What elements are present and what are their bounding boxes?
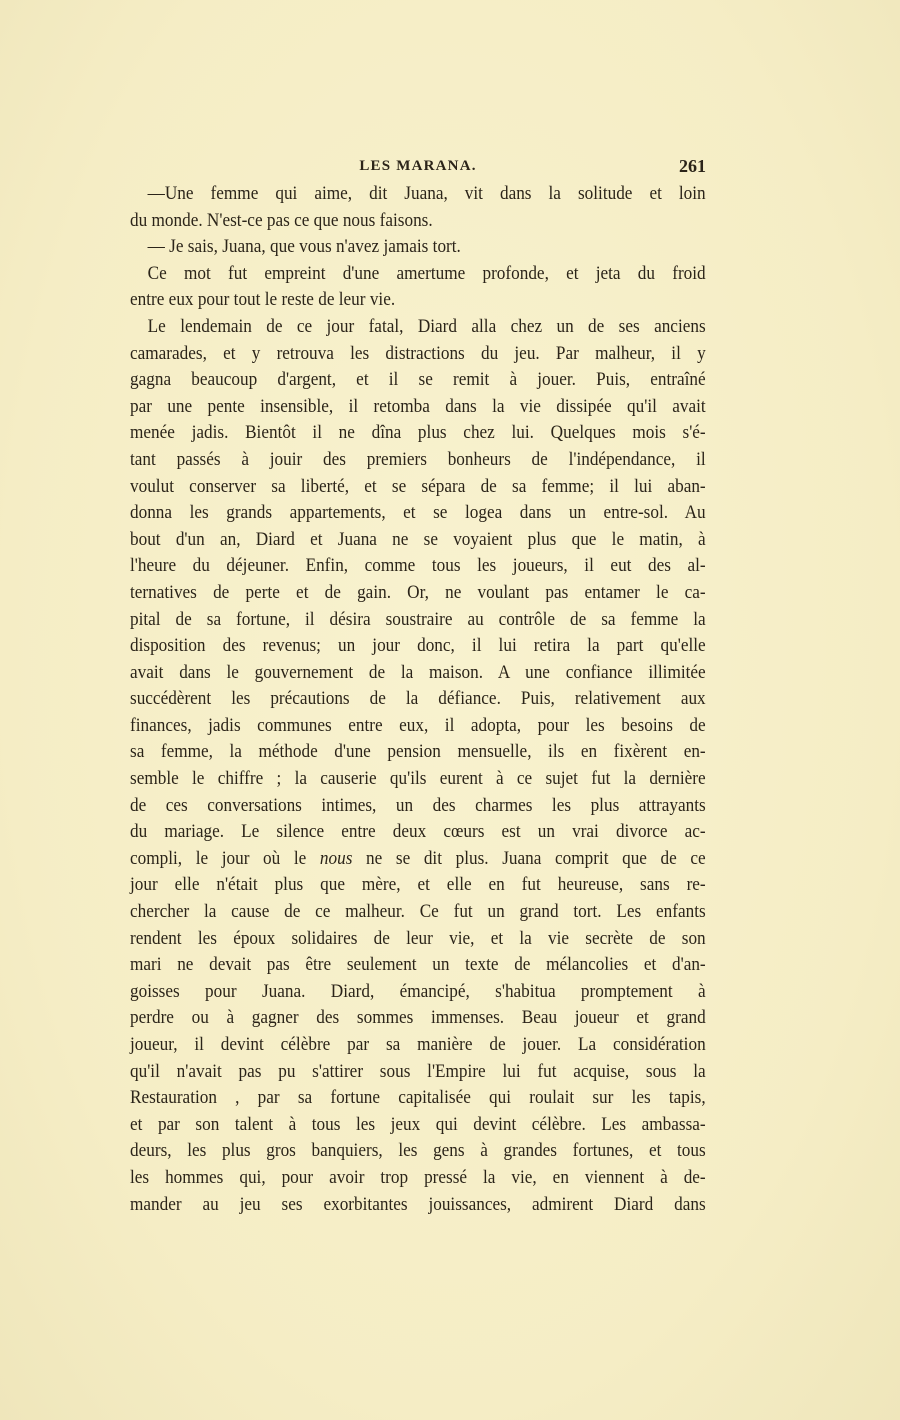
text-line <box>130 341 706 368</box>
text-line-content: voulut conserver sa liberté, et se sépara de sa femme; il lui aban- <box>130 476 706 497</box>
text-line <box>130 1192 706 1219</box>
text-line <box>130 580 706 607</box>
text-line-content: Le lendemain de ce jour fatal, Diard alla chez un de ses anciens <box>147 316 706 337</box>
text-line <box>130 314 706 341</box>
text-line <box>130 1005 706 1032</box>
text-line <box>130 1032 706 1059</box>
text-line <box>130 766 706 793</box>
text-line <box>130 979 706 1006</box>
text-line-content: jour elle n'était plus que mère, et elle en fut heureuse, sans re- <box>130 875 706 896</box>
text-line-content: bout d'un an, Diard et Juana ne se voyaient plus que le matin, à <box>130 529 706 550</box>
text-line-content: joueur, il devint célèbre par sa manière de jouer. La considération <box>130 1035 706 1055</box>
text-line <box>130 793 706 820</box>
text-line-content: —Une femme qui aime, dit Juana, vit dans la solitude et loin <box>147 184 706 204</box>
text-line-content: sa femme, la méthode d'une pension mensuelle, ils en fixèrent en- <box>130 742 706 763</box>
text-line <box>130 872 706 899</box>
text-line <box>130 474 706 501</box>
text-line-content: semble le chiffre ; la causerie qu'ils eurent à ce sujet fut la dernière <box>130 769 706 790</box>
text-line <box>130 660 706 687</box>
text-line-content: avait dans le gouvernement de la maison. A une confiance illimitée <box>130 662 706 683</box>
text-line <box>130 420 706 447</box>
body-text <box>130 181 706 1218</box>
text-line-content: menée jadis. Bientôt il ne dîna plus chez lui. Quelques mois s'é- <box>130 423 706 444</box>
chapter-title: LES MARANA. <box>359 158 477 174</box>
text-line-content: perdre ou à gagner des sommes immenses. Beau joueur et grand <box>130 1008 706 1029</box>
text-line <box>130 1085 706 1112</box>
text-line <box>130 952 706 979</box>
text-line <box>130 1112 706 1139</box>
text-line-content: entre eux pour tout le reste de leur vie. <box>130 290 396 311</box>
text-line <box>130 819 706 846</box>
text-line <box>130 1059 706 1086</box>
text-line-content: chercher la cause de ce malheur. Ce fut un grand tort. Les enfants <box>130 902 706 923</box>
text-line-content: donna les grands appartements, et se logea dans un entre-sol. Au <box>130 503 706 524</box>
text-line-content: et par son talent à tous les jeux qui devint célèbre. Les ambassa- <box>130 1114 706 1135</box>
text-line-content: de ces conversations intimes, un des charmes les plus attrayants <box>130 795 706 816</box>
text-line-content: mari ne devait pas être seulement un texte de mélancolies et d'an- <box>130 955 706 976</box>
text-line <box>130 234 706 261</box>
text-line <box>130 367 706 394</box>
text-line <box>130 1165 706 1192</box>
text-line <box>130 287 706 314</box>
text-line <box>130 713 706 740</box>
text-line-content: — Je sais, Juana, que vous n'avez jamais tort. <box>147 237 461 258</box>
text-line-content: Ce mot fut empreint d'une amertume profonde, et jeta du froid <box>147 263 706 284</box>
text-line <box>130 553 706 580</box>
text-line <box>130 686 706 713</box>
text-line-content: gagna beaucoup d'argent, et il se remit à jouer. Puis, entraîné <box>130 370 706 391</box>
text-line-content: ternatives de perte et de gain. Or, ne voulant pas entamer le ca- <box>130 582 706 603</box>
text-line-content: par une pente insensible, il retomba dans la vie dissipée qu'il avait <box>130 396 706 417</box>
text-line-content: compli, le jour où le <box>130 848 320 869</box>
text-line <box>130 899 706 926</box>
text-line-content: tant passés à jouir des premiers bonheurs de l'indépendance, il <box>130 449 706 470</box>
italic-word: nous <box>319 848 353 869</box>
text-line-content: du mariage. Le silence entre deux cœurs est un vrai divorce ac- <box>130 822 706 843</box>
text-line-content: pital de sa fortune, il désira soustraire au contrôle de sa femme la <box>130 609 706 630</box>
text-line <box>130 394 706 421</box>
running-head <box>130 156 706 180</box>
text-line <box>130 181 706 208</box>
text-line <box>130 261 706 288</box>
text-line-content: mander au jeu ses exorbitantes jouissances, admirent Diard dans <box>130 1194 706 1215</box>
text-line-content: les hommes qui, pour avoir trop pressé la vie, en viennent à de- <box>130 1167 706 1188</box>
text-line-content: finances, jadis communes entre eux, il adopta, pour les besoins de <box>130 715 706 736</box>
text-line-content: du monde. N'est-ce pas ce que nous faisons. <box>130 210 433 231</box>
text-line-content: deurs, les plus gros banquiers, les gens à grandes fortunes, et tous <box>130 1141 706 1162</box>
text-line <box>130 208 706 235</box>
page-number: 261 <box>679 156 706 176</box>
text-line-continuation: ne se dit plus. Juana comprit que de ce <box>352 848 706 869</box>
text-line-content: goisses pour Juana. Diard, émancipé, s'habitua promptement à <box>130 981 706 1002</box>
text-line <box>130 607 706 634</box>
text-line-content: succédèrent les précautions de la défiance. Puis, relativement aux <box>130 689 706 710</box>
text-line <box>130 926 706 953</box>
text-line <box>130 739 706 766</box>
text-line-content: disposition des revenus; un jour donc, il lui retira la part qu'elle <box>130 636 706 657</box>
text-line <box>130 447 706 474</box>
text-line-content: rendent les époux solidaires de leur vie, et la vie secrète de son <box>130 928 706 949</box>
text-line <box>130 527 706 554</box>
text-line <box>130 500 706 527</box>
text-line <box>130 633 706 660</box>
text-line <box>130 1138 706 1165</box>
text-line-content: Restauration , par sa fortune capitalisée qui roulait sur les tapis, <box>130 1088 706 1109</box>
text-line-content: camarades, et y retrouva les distractions du jeu. Par malheur, il y <box>130 343 706 364</box>
text-line-content: l'heure du déjeuner. Enfin, comme tous les joueurs, il eut des al- <box>130 556 706 577</box>
text-line-content: qu'il n'avait pas pu s'attirer sous l'Empire lui fut acquise, sous la <box>130 1061 706 1082</box>
text-line <box>130 846 706 873</box>
